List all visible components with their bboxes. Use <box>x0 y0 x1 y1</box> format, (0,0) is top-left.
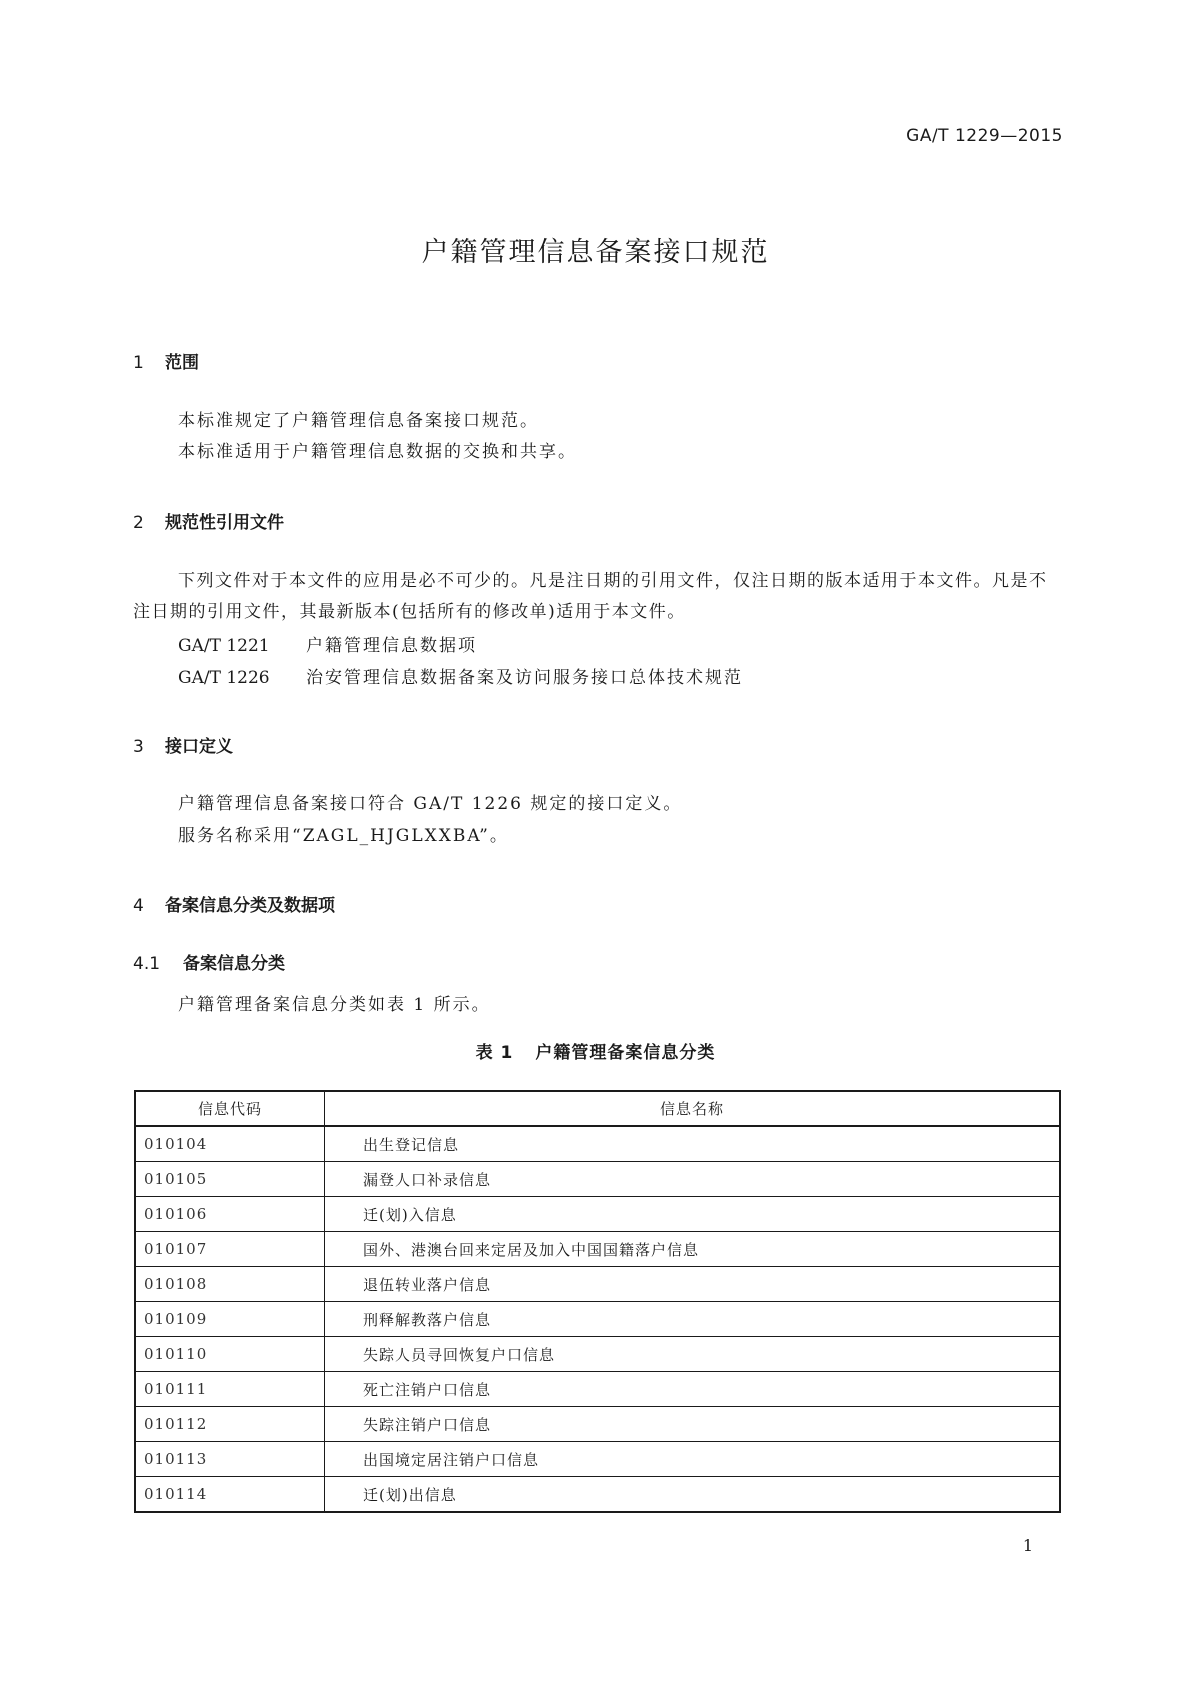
table-row <box>135 1477 1060 1513</box>
info-code: 010111 <box>135 1372 325 1407</box>
reference-item <box>178 663 743 693</box>
info-classification-table <box>134 1090 1061 1513</box>
subsection-4-1-heading <box>133 949 285 974</box>
section-title: 备案信息分类 <box>183 954 285 974</box>
table-row <box>135 1267 1060 1302</box>
table-number: 表 1 <box>475 1043 514 1063</box>
header-name: 信息名称 <box>325 1091 1061 1126</box>
info-name: 出国境定居注销户口信息 <box>325 1442 1061 1477</box>
table-row <box>135 1162 1060 1197</box>
paragraph: 下列文件对于本文件的应用是必不可少的。凡是注日期的引用文件，仅注日期的版本适用于本文件。凡是不注日期的引用文件，其最新版本(包括所有的修改单)适用于本文件。 <box>133 571 1048 622</box>
paragraph: 户籍管理备案信息分类如表 1 所示。 <box>178 995 491 1015</box>
info-name: 迁(划)出信息 <box>325 1477 1061 1513</box>
info-name: 失踪注销户口信息 <box>325 1407 1061 1442</box>
section-title: 接口定义 <box>165 737 233 757</box>
table-title: 户籍管理备案信息分类 <box>535 1043 716 1063</box>
table-row <box>135 1407 1060 1442</box>
section-3-heading <box>133 732 233 757</box>
table-row <box>135 1337 1060 1372</box>
paragraph: 本标准适用于户籍管理信息数据的交换和共享。 <box>178 442 577 462</box>
reference-code: GA/T 1221 <box>178 636 270 656</box>
paragraph: 户籍管理信息备案接口符合 GA/T 1226 规定的接口定义。 <box>178 794 683 814</box>
table-row <box>135 1126 1060 1162</box>
info-name: 漏登人口补录信息 <box>325 1162 1061 1197</box>
info-name: 国外、港澳台回来定居及加入中国国籍落户信息 <box>325 1232 1061 1267</box>
table-caption <box>0 1038 1191 1063</box>
table-row <box>135 1372 1060 1407</box>
table-row <box>135 1197 1060 1232</box>
section-number: 4 <box>133 896 144 916</box>
info-code: 010112 <box>135 1407 325 1442</box>
section-number: 3 <box>133 737 144 757</box>
info-code: 010105 <box>135 1162 325 1197</box>
info-name: 出生登记信息 <box>325 1126 1061 1162</box>
paragraph: 服务名称采用“ZAGL_HJGLXXBA”。 <box>178 826 509 846</box>
info-name: 死亡注销户口信息 <box>325 1372 1061 1407</box>
section-number: 1 <box>133 353 144 373</box>
section-4-heading <box>133 891 335 916</box>
reference-title: 户籍管理信息数据项 <box>306 636 477 656</box>
table-row <box>135 1232 1060 1267</box>
standard-code: GA/T 1229—2015 <box>906 126 1063 146</box>
reference-code: GA/T 1226 <box>178 668 270 688</box>
page-number: 1 <box>1022 1536 1033 1555</box>
document-title: 户籍管理信息备案接口规范 <box>421 237 770 268</box>
section-2-heading <box>133 508 284 533</box>
info-code: 010109 <box>135 1302 325 1337</box>
section-title: 规范性引用文件 <box>165 513 284 533</box>
section-number: 2 <box>133 513 144 533</box>
info-code: 010108 <box>135 1267 325 1302</box>
table-row <box>135 1442 1060 1477</box>
reference-title: 治安管理信息数据备案及访问服务接口总体技术规范 <box>306 668 743 688</box>
paragraph: 本标准规定了户籍管理信息备案接口规范。 <box>178 411 539 431</box>
info-name: 迁(划)入信息 <box>325 1197 1061 1232</box>
section-title: 备案信息分类及数据项 <box>165 896 335 916</box>
header-code: 信息代码 <box>135 1091 325 1126</box>
info-code: 010104 <box>135 1126 325 1162</box>
section-1-heading <box>133 348 199 373</box>
info-code: 010110 <box>135 1337 325 1372</box>
section-title: 范围 <box>165 353 199 373</box>
info-code: 010107 <box>135 1232 325 1267</box>
info-name: 退伍转业落户信息 <box>325 1267 1061 1302</box>
table-header-row <box>135 1091 1060 1126</box>
info-code: 010113 <box>135 1442 325 1477</box>
info-code: 010114 <box>135 1477 325 1513</box>
info-name: 失踪人员寻回恢复户口信息 <box>325 1337 1061 1372</box>
table-row <box>135 1302 1060 1337</box>
section-number: 4.1 <box>133 954 161 974</box>
reference-item <box>178 631 477 661</box>
info-name: 刑释解教落户信息 <box>325 1302 1061 1337</box>
info-code: 010106 <box>135 1197 325 1232</box>
